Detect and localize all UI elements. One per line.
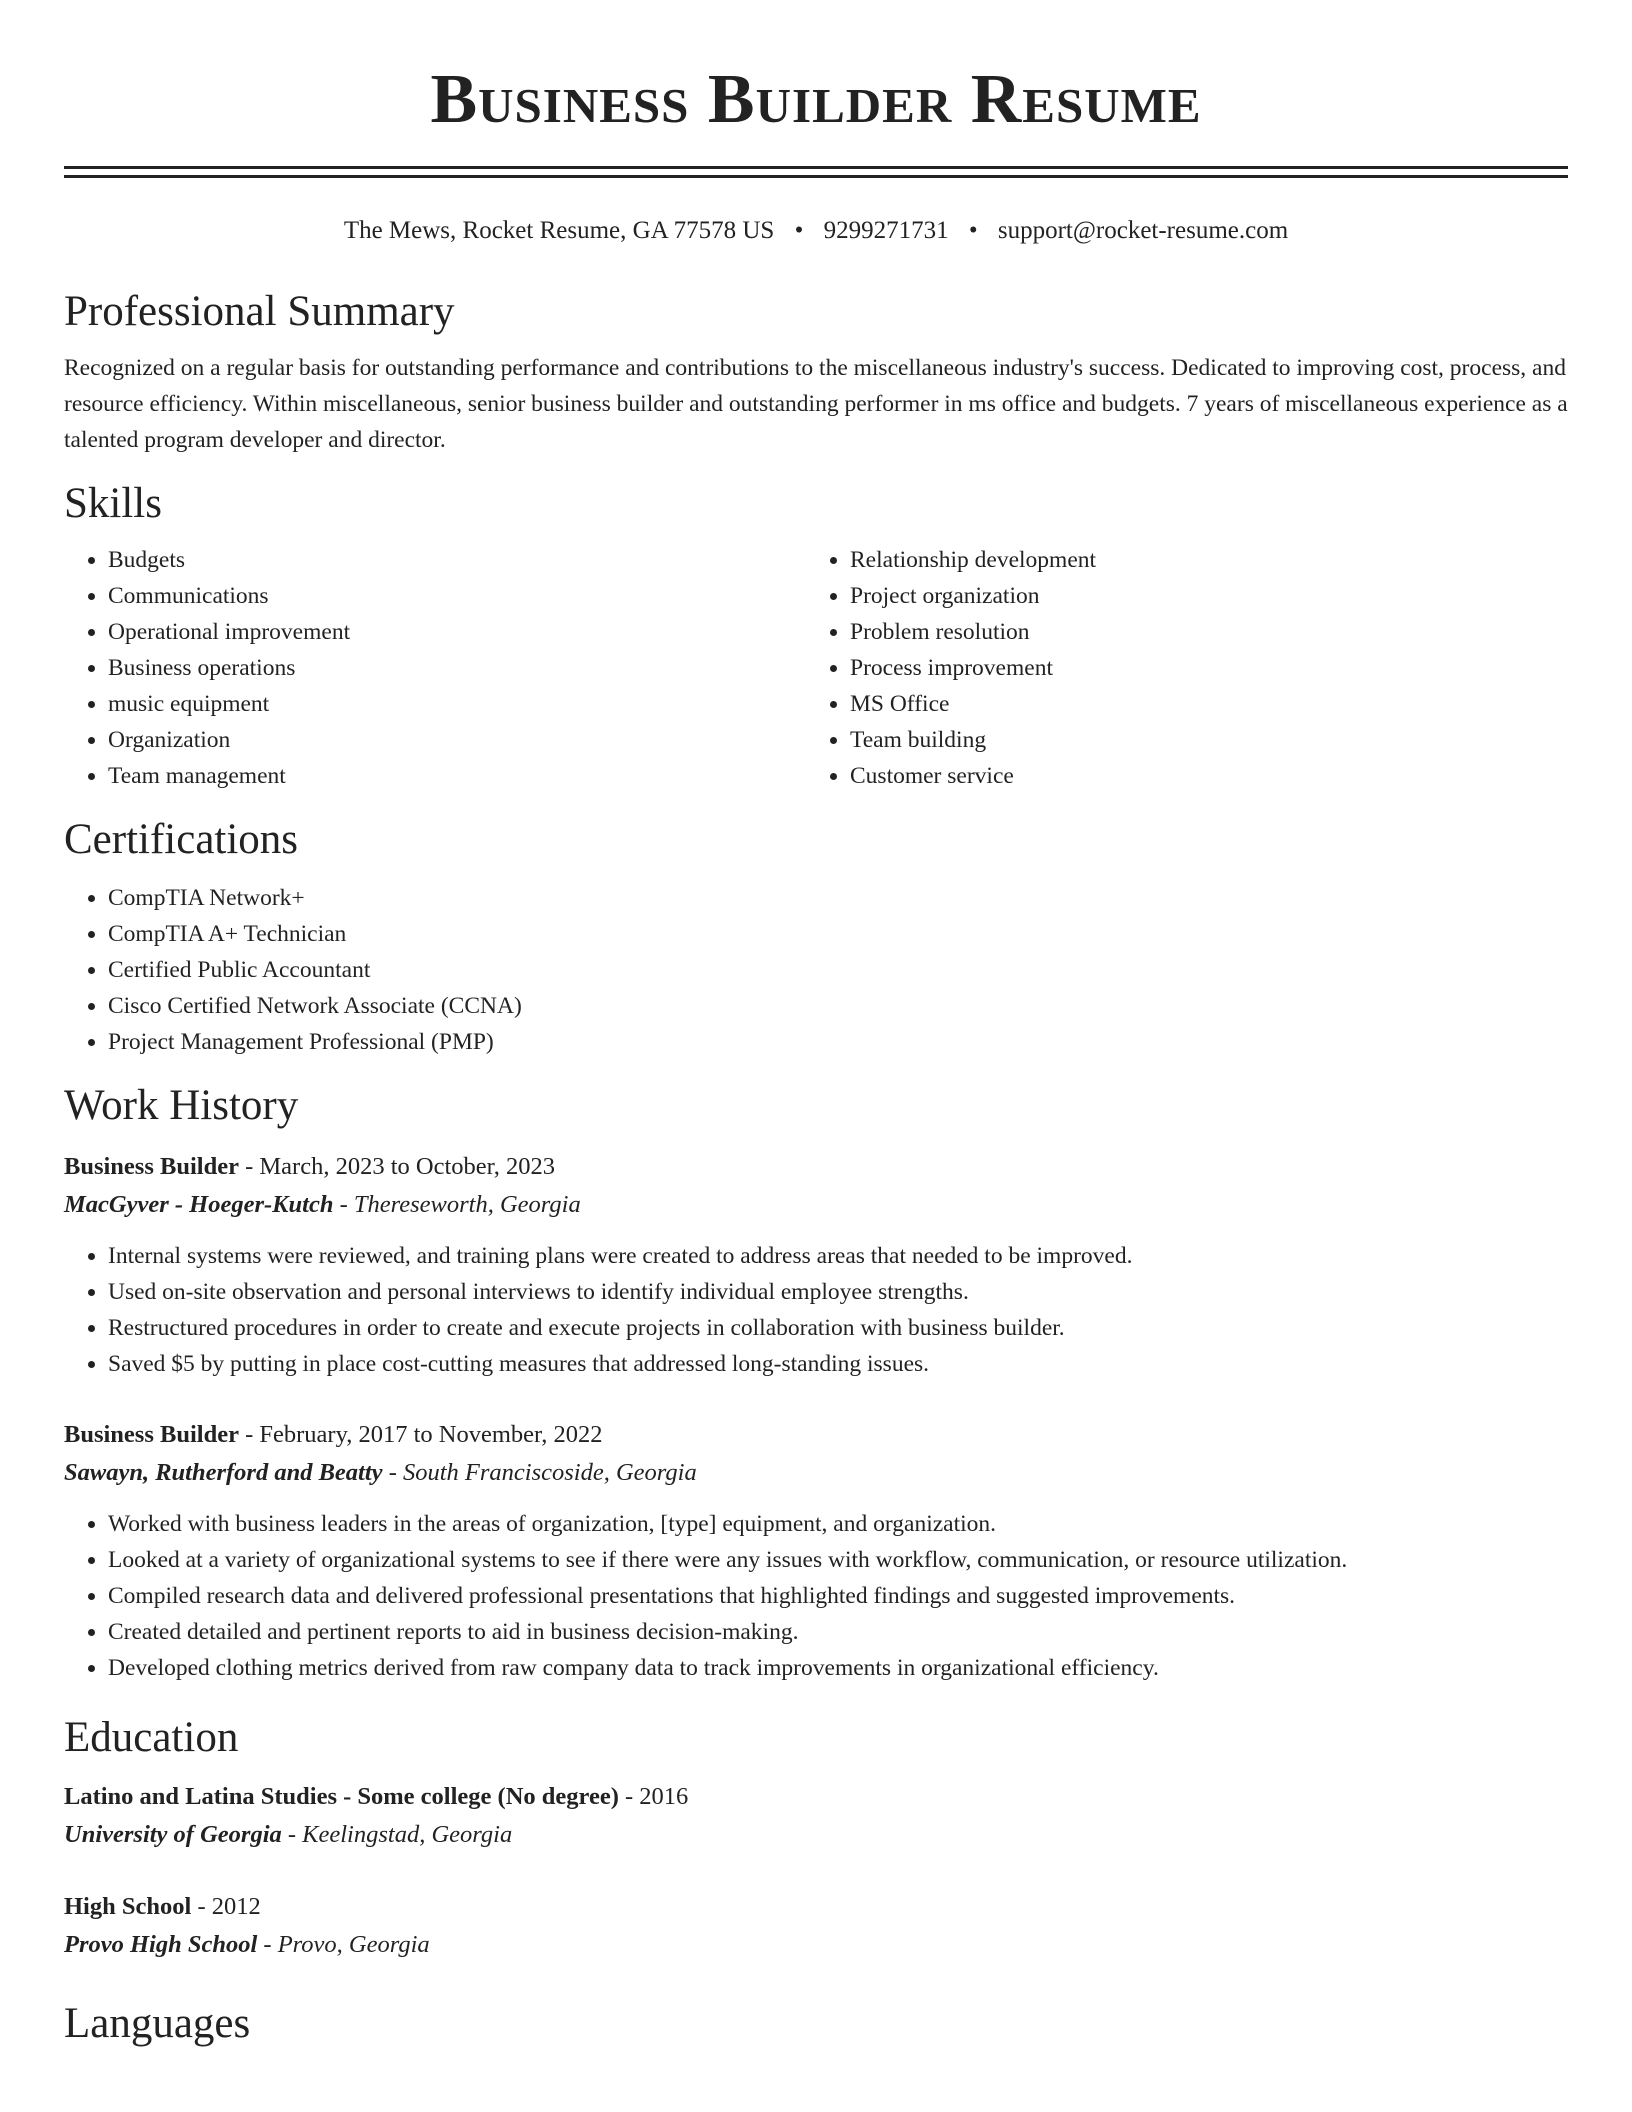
skill-item: • Budgets [108,542,806,578]
skills-list-right [806,542,1548,794]
job-bullet: • Restructured procedures in order to create and execute projects in collaboration with business builder. [108,1310,1568,1346]
education-degree-line [64,1888,1568,1926]
job-bullet: • Worked with business leaders in the areas of organization, [type] equipment, and organization. [108,1506,1568,1542]
job-title-line [64,1148,1568,1186]
contact-line [64,216,1568,246]
job-bullet: • Created detailed and pertinent reports to aid in business decision-making. [108,1614,1568,1650]
education-degree: Latino and Latina Studies - Some college (No degree) [64,1783,619,1810]
job-responsibilities [64,1506,1568,1686]
skill-item: • Project organization [850,578,1548,614]
section-heading-certifications: Certifications [64,816,299,863]
education-school: Provo High School [64,1931,258,1958]
job-entry [64,1416,1568,1686]
skill-item: • Operational improvement [108,614,806,650]
skill-item: • Process improvement [850,650,1548,686]
job-dates: - February, 2017 to November, 2022 [238,1421,603,1448]
skill-item: • music equipment [108,686,806,722]
job-company-line [64,1454,1568,1492]
job-company: Sawayn, Rutherford and Beatty [64,1459,383,1486]
job-bullet: • Saved $5 by putting in place cost-cutting measures that addressed long-standing issues. [108,1346,1568,1382]
skill-item: • Customer service [850,758,1548,794]
certification-item: • CompTIA Network+ [108,880,1568,916]
job-bullet: • Looked at a variety of organizational systems to see if there were any issues with workflow, communication, or resource utilization. [108,1542,1568,1578]
skill-item: • Business operations [108,650,806,686]
resume-page [64,0,1568,2050]
job-title: Business Builder [64,1421,239,1448]
section-heading-languages: Languages [64,2000,251,2047]
job-bullet: • Developed clothing metrics derived from raw company data to track improvements in organizational efficiency. [108,1650,1568,1686]
job-title: Business Builder [64,1153,239,1180]
section-heading-education: Education [64,1714,239,1761]
skills-list-left [64,542,806,794]
job-responsibilities [64,1238,1568,1382]
skill-item: • Team building [850,722,1548,758]
skills-left-column [64,542,806,794]
job-bullet: • Used on-site observation and personal interviews to identify individual employee strengths. [108,1274,1568,1310]
skill-item: • Communications [108,578,806,614]
job-bullet: • Internal systems were reviewed, and training plans were created to address areas that needed to be improved. [108,1238,1568,1274]
certification-item: • Project Management Professional (PMP) [108,1024,1568,1060]
education-school: University of Georgia [64,1821,282,1848]
contact-separator: • [794,217,804,244]
education-degree: High School [64,1893,192,1920]
section-heading-work-history: Work History [64,1082,299,1129]
contact-address: The Mews, Rocket Resume, GA 77578 US [343,217,775,244]
job-company: MacGyver - Hoeger-Kutch [64,1191,334,1218]
job-location: - South Franciscoside, Georgia [382,1459,697,1486]
skill-item: • MS Office [850,686,1548,722]
certification-item: • CompTIA A+ Technician [108,916,1568,952]
education-year: - 2012 [191,1893,261,1920]
education-entry [64,1888,1568,1964]
job-dates: - March, 2023 to October, 2023 [238,1153,556,1180]
skill-item: • Organization [108,722,806,758]
skills-right-column [806,542,1548,794]
job-entry [64,1148,1568,1382]
contact-email[interactable]: support@rocket-resume.com [997,217,1289,244]
job-company-line [64,1186,1568,1224]
education-school-line [64,1926,1568,1964]
contact-phone: 9299271731 [823,217,949,244]
section-heading-summary: Professional Summary [64,288,455,335]
education-location: - Provo, Georgia [257,1931,430,1958]
education-entry [64,1778,1568,1854]
header-divider-top [64,166,1568,169]
resume-title: Business Builder Resume [430,61,1202,138]
certification-item: • Certified Public Accountant [108,952,1568,988]
certification-item: • Cisco Certified Network Associate (CCNA) [108,988,1568,1024]
job-bullet: • Compiled research data and delivered professional presentations that highlighted findings and suggested improvements. [108,1578,1568,1614]
skill-item: • Relationship development [850,542,1548,578]
section-heading-skills: Skills [64,480,162,527]
job-title-line [64,1416,1568,1454]
job-location: - Thereseworth, Georgia [333,1191,581,1218]
header-divider-bottom [64,175,1568,178]
education-year: - 2016 [618,1783,689,1810]
certifications-list [64,880,1568,1060]
education-location: - Keelingstad, Georgia [281,1821,513,1848]
summary-text: Recognized on a regular basis for outstanding performance and contributions to the miscellaneous industry's success. Dedicated to improving cost, process, and resource efficiency. Within miscellaneous, senior business builder and outstanding performer in ms office and budgets. 7 years of miscellaneous experience as a talented program developer and director. [64,355,1568,453]
education-school-line [64,1816,1568,1854]
skill-item: • Problem resolution [850,614,1548,650]
education-degree-line [64,1778,1568,1816]
skill-item: • Team management [108,758,806,794]
contact-separator: • [968,217,978,244]
skills-columns [64,542,1568,794]
